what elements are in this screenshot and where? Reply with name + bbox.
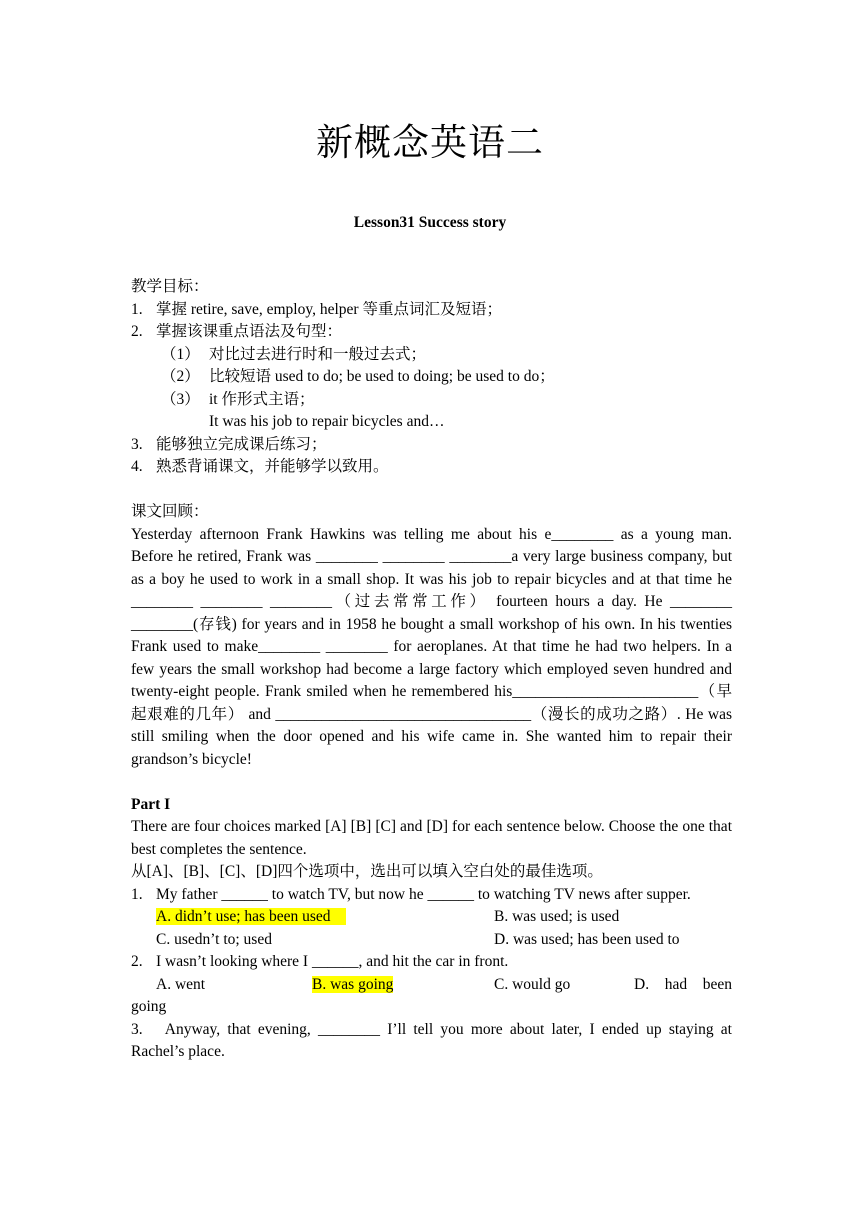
question-item: 3. Anyway, that evening, ________ I’ll tell you more about later, I ended up staying at Rachel’s place. xyxy=(131,1020,732,1060)
review-paragraph: Yesterday afternoon Frank Hawkins was telling me about his e________ as a young man. Before he retired, Frank was ________ ________ ________a very large business company, but as a boy he used to work in a small shop. It was his job to repair bicycles and at that time he ________ ________ ________（过去常常工作） fourteen hours a day. He ________ ________(存钱) for years and in 1958 he bought a small workshop of his own. In his twenties Frank used to make________ ________ for aeroplanes. At that time he had two helpers. In a few years the small workshop had become a large factory which employed seven hundred and twenty-eight people. Frank smiled when he remembered his________________________（早起艰难的几年） and _________________________________（漫长的成功之路）. He was still smiling when the door opened and his wife came in. She wanted him to repair their grandson’s bicycle! xyxy=(131,525,732,768)
question-number: 2. xyxy=(131,953,143,970)
question-item xyxy=(131,951,732,974)
document-title: 新概念英语二 xyxy=(316,123,544,164)
option-a-highlighted: A. didn’t use; has been used xyxy=(156,908,331,925)
objective-subitem xyxy=(131,366,732,389)
document-body xyxy=(131,276,732,1064)
subitem-number: （3） xyxy=(161,390,200,408)
subitem-text: 比较短语 used to do; be used to doing; be used to do； xyxy=(209,368,555,385)
part-instruction: There are four choices marked [A] [B] [C] and [D] for each sentence below. Choose the one that best completes the sentence. xyxy=(131,818,732,858)
option-d: D. was used; has been used to xyxy=(494,930,680,948)
option-b: B. was used; is used xyxy=(494,908,620,925)
objective-subitem xyxy=(131,389,732,412)
option-d-label: D. xyxy=(634,975,650,993)
example-sentence: It was his job to repair bicycles and… xyxy=(209,413,445,430)
option-b-highlighted: B. was going xyxy=(312,975,394,993)
part-heading: Part I xyxy=(131,795,171,813)
objective-text: 掌握 retire, save, employ, helper 等重点词汇及短语； xyxy=(156,300,502,318)
subitem-number: （2） xyxy=(161,368,200,385)
option-row xyxy=(131,929,732,952)
review-heading: 课文回顾： xyxy=(131,503,209,520)
objective-text: 掌握该课重点语法及句型： xyxy=(156,323,343,340)
option-c: C. usedn’t to; used xyxy=(156,930,272,948)
objective-number: 3. xyxy=(131,435,143,453)
option-row xyxy=(131,906,732,929)
objective-number: 2. xyxy=(131,323,143,340)
objective-item xyxy=(131,434,732,457)
question-text: I wasn’t looking where I ______, and hit the car in front. xyxy=(156,953,509,970)
objective-item xyxy=(131,299,732,322)
option-a: A. went xyxy=(156,975,206,993)
part-instruction-cn: 从[A]、[B]、[C]、[D]四个选项中，选出可以填入空白处的最佳选项。 xyxy=(131,863,603,880)
objective-text: 熟悉背诵课文，并能够学以致用。 xyxy=(156,458,389,475)
option-d xyxy=(634,974,732,997)
objective-item xyxy=(131,456,732,479)
option-d-wrap: going xyxy=(131,998,167,1015)
subitem-text: 对比过去进行时和一般过去式； xyxy=(209,345,427,363)
option-row xyxy=(131,974,732,997)
option-d-word: been xyxy=(702,975,732,993)
question-item xyxy=(131,884,732,907)
objective-item xyxy=(131,321,732,344)
objective-text: 能够独立完成课后练习； xyxy=(156,435,327,453)
question-number: 1. xyxy=(131,885,143,903)
objective-number: 1. xyxy=(131,300,143,318)
objectives-heading: 教学目标： xyxy=(131,278,209,295)
subitem-number: （1） xyxy=(161,345,200,363)
subitem-text: it 作形式主语； xyxy=(209,390,315,408)
option-c: C. would go xyxy=(494,975,571,993)
question-text: My father ______ to watch TV, but now he ______ to watching TV news after supper. xyxy=(156,885,691,903)
objective-number: 4. xyxy=(131,458,143,475)
lesson-title: Lesson31 Success story xyxy=(353,214,507,231)
option-d-word: had xyxy=(664,975,688,993)
objective-subitem xyxy=(131,344,732,367)
